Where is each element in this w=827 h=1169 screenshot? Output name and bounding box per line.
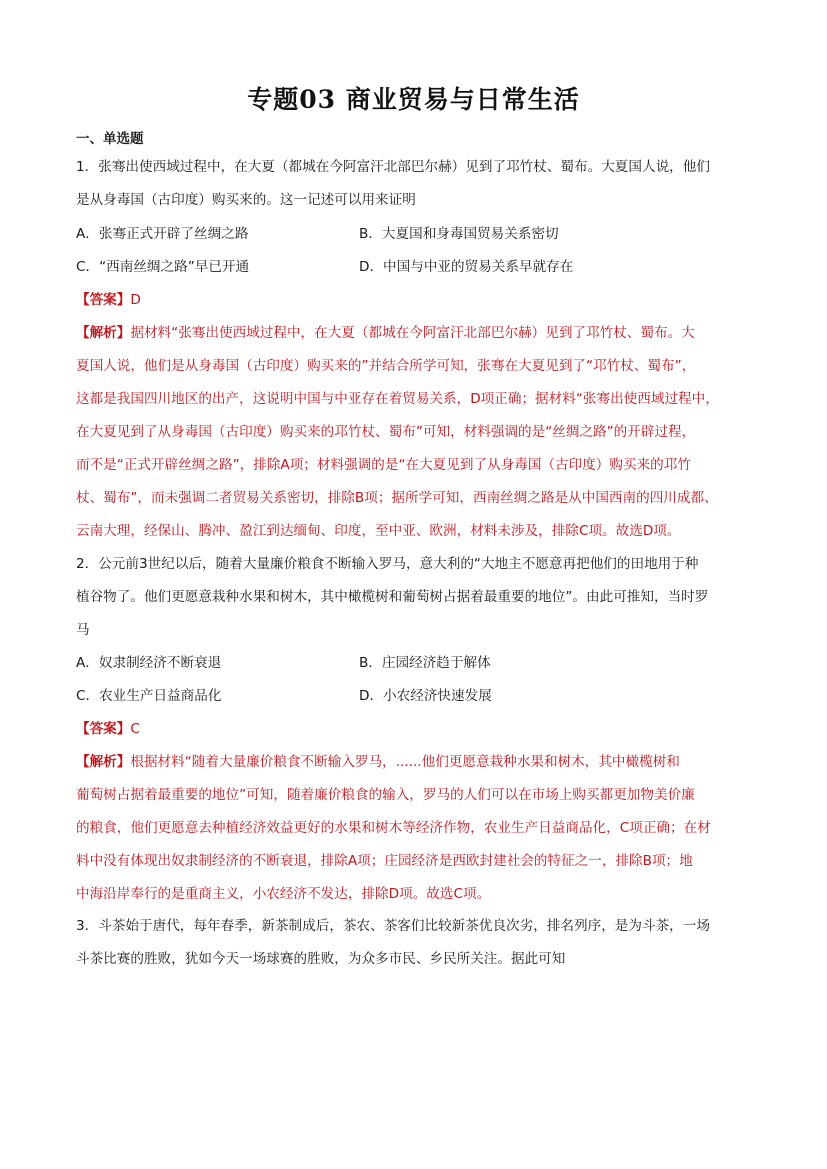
answer-value: D	[130, 292, 141, 308]
q2-analysis-line: 葡萄树占据着最重要的地位”可知，随着廉价粮食的输入，罗马的人们可以在市场上购买都更加物美价廉	[76, 787, 695, 803]
q2-option-a: A．奴隶制经济不断衰退	[76, 655, 222, 671]
q1-analysis-line: 这都是我国四川地区的出产，这说明中国与中亚存在着贸易关系，D项正确；据材料“张骞出使西域过程中，	[76, 391, 719, 407]
q2-answer	[76, 720, 140, 738]
q2-option-c: C．农业生产日益商品化	[76, 688, 222, 704]
q1-analysis-line	[76, 324, 695, 342]
answer-tag: 【答案】	[76, 721, 131, 737]
q2-analysis-line: 中海沿岸奉行的是重商主义，小农经济不发达，排除D项。故选C项。	[76, 886, 491, 902]
analysis-text: 据材料“张骞出使西域过程中，在大夏（都城在今阿富汗北部巴尔赫）见到了邛竹杖、蜀布。大	[130, 325, 695, 341]
q1-option-a: A．张骞正式开辟了丝绸之路	[76, 226, 249, 242]
answer-value: C	[130, 721, 140, 737]
q1-stem-line: 是从身毒国（古印度）购买来的。这一记述可以用来证明	[76, 192, 416, 208]
q1-analysis-line: 云南大理，经保山、腾冲、盈江到达缅甸、印度，至中亚、欧洲，材料未涉及，排除C项。故选D项。	[76, 523, 681, 539]
q1-option-c: C．“西南丝绸之路”早已开通	[76, 259, 250, 275]
q2-analysis-line: 的粮食，他们更愿意去种植经济效益更好的水果和树木等经济作物，农业生产日益商品化，C项正确；在材	[76, 820, 711, 836]
q1-analysis-line: 而不是“正式开辟丝绸之路”，排除A项；材料强调的是“在大夏见到了从身毒国（古印度）购买来的邛竹	[76, 457, 691, 473]
q2-option-d: D．小农经济快速发展	[359, 688, 492, 704]
q2-stem-line: 植谷物了。他们更愿意栽种水果和树木，其中橄榄树和葡萄树占据着最重要的地位”。由此可推知，当时罗	[76, 589, 709, 605]
q1-answer	[76, 291, 141, 309]
q1-analysis-line: 在大夏见到了从身毒国（古印度）购买来的邛竹杖、蜀布”可知，材料强调的是“丝绸之路”的开辟过程，	[76, 424, 696, 440]
q2-analysis-line: 料中没有体现出奴隶制经济的不断衰退，排除A项；庄园经济是西欧封建社会的特征之一，排除B项；地	[76, 853, 693, 869]
q2-stem-line: 马	[76, 622, 90, 638]
q1-option-b: B．大夏国和身毒国贸易关系密切	[359, 226, 559, 242]
q2-option-b: B．庄园经济趋于解体	[359, 655, 491, 671]
answer-tag: 【答案】	[76, 292, 131, 308]
analysis-tag: 【解析】	[76, 325, 131, 341]
q1-analysis-line: 杖、蜀布”，而未强调二者贸易关系密切，排除B项；据所学可知，西南丝绸之路是从中国西南的四川成都、	[76, 490, 718, 506]
q3-stem-line: 斗茶比赛的胜败，犹如今天一场球赛的胜败，为众多市民、乡民所关注。据此可知	[76, 951, 566, 967]
q1-option-d: D．中国与中亚的贸易关系早就存在	[359, 259, 574, 275]
page-title: 专题03 商业贸易与日常生活	[247, 85, 580, 114]
analysis-text: 根据材料“随着大量廉价粮食不断输入罗马，......他们更愿意栽种水果和树木，其中橄榄树和	[130, 754, 680, 770]
q2-analysis-line	[76, 753, 680, 771]
q1-analysis-line: 夏国人说，他们是从身毒国（古印度）购买来的”并结合所学可知，张骞在大夏见到了“邛竹杖、蜀布”，	[76, 358, 696, 374]
q3-stem-line: 3．斗茶始于唐代，每年春季，新茶制成后，茶农、茶客们比较新茶优良次劣，排名列序，是为斗茶，一场	[76, 918, 710, 934]
q2-stem-line: 2．公元前3世纪以后，随着大量廉价粮食不断输入罗马，意大利的“大地主不愿意再把他们的田地用于种	[76, 556, 699, 572]
analysis-tag: 【解析】	[76, 754, 131, 770]
section-heading: 一、单选题	[76, 131, 144, 147]
q1-stem-line: 1．张骞出使西域过程中，在大夏（都城在今阿富汗北部巴尔赫）见到了邛竹杖、蜀布。大夏国人说，他们	[76, 159, 710, 175]
